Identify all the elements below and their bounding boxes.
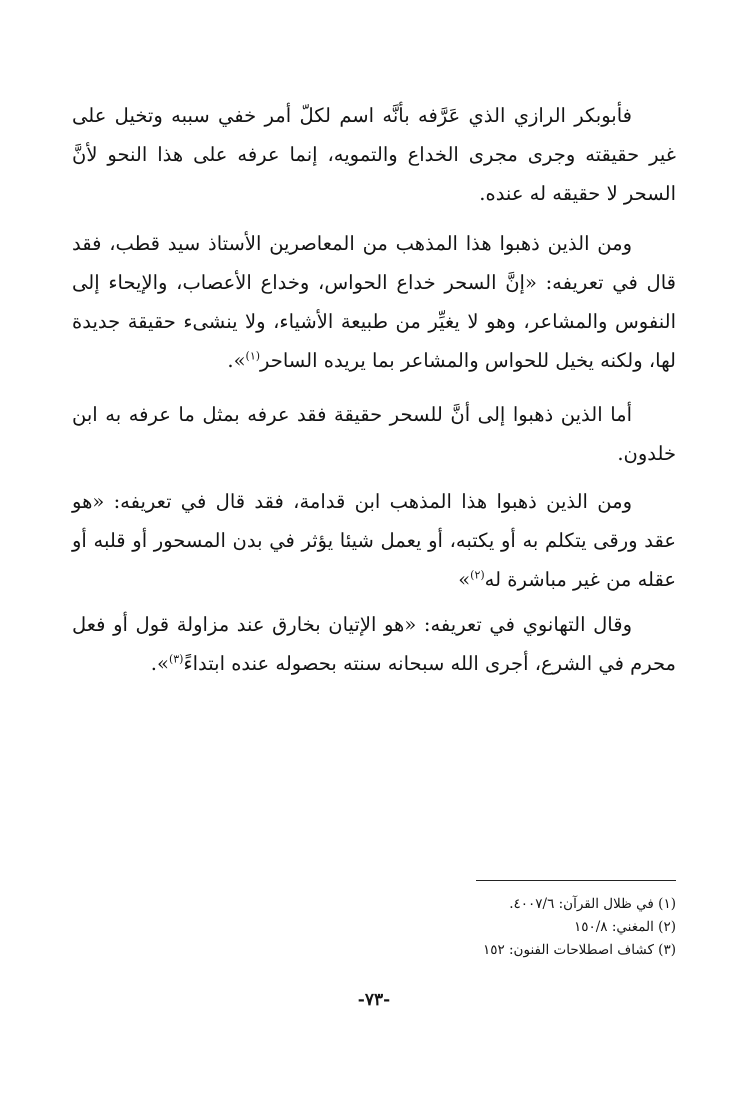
- paragraph-2-text: ومن الذين ذهبوا هذا المذهب من المعاصرين الأستاذ سيد قطب، فقد قال في تعريفه: «إنَّ السحر خداع الحواس، وخداع الأعصاب، والإيحاء إلى النفوس والمشاعر، وهو لا يغيِّر من طبيعة الأشياء، ولا ينشىء حقيقة جديدة لها، ولكنه يخيل للحواس والمشاعر بما يريده الساحر: [72, 232, 676, 372]
- footnote-3: (٣) كشاف اصطلاحات الفنون: ١٥٢: [482, 942, 676, 958]
- footnote-2: (٢) المغني: ١٥٠/٨: [573, 919, 676, 935]
- paragraph-3-text: أما الذين ذهبوا إلى أنَّ للسحر حقيقة فقد عرفه بمثل ما عرفه به ابن خلدون.: [72, 403, 676, 465]
- page-number: -٧٣-: [357, 990, 391, 1010]
- paragraph-1-text: فأبوبكر الرازي الذي عَرَّفه بأنَّه اسم لكلّ أمر خفي سببه وتخيل على غير حقيقته وجرى مجرى الخداع والتمويه، إنما عرفه على هذا النحو لأنَّ السحر لا حقيقه له عنده.: [72, 104, 676, 205]
- paragraph-5-tail: ».: [150, 652, 169, 675]
- paragraph-5: [72, 605, 676, 683]
- footnote-ref-3[interactable]: (٣): [168, 652, 184, 666]
- main-text-block: [72, 96, 676, 683]
- paragraph-1: [72, 96, 676, 213]
- paragraph-3: [72, 395, 676, 473]
- footnotes-list: [376, 893, 676, 962]
- paragraph-4: [72, 482, 676, 599]
- paragraph-5-text: وقال التهانوي في تعريفه: «هو الإتيان بخارق عند مزاولة قول أو فعل محرم في الشرع، أجرى الله سبحانه سنته بحصوله عنده ابتداءً: [72, 613, 676, 675]
- footnote-ref-1[interactable]: (١): [245, 349, 261, 363]
- footnote-separator: [476, 880, 676, 881]
- footnote-ref-2[interactable]: (٢): [470, 568, 485, 582]
- footnote-1: (١) في ظلال القرآن: ٤٠٠٧/٦.: [509, 896, 676, 912]
- paragraph-2-tail: ».: [227, 349, 246, 372]
- paragraph-4-text: ومن الذين ذهبوا هذا المذهب ابن قدامة، فقد قال في تعريفه: «هو عقد ورقى يتكلم به أو يكتبه، أو يعمل شيئا يؤثر في بدن المسحور أو قلبه أو عقله من غير مباشرة له: [72, 490, 676, 591]
- paragraph-4-tail: »: [458, 568, 471, 591]
- paragraph-2: [72, 224, 676, 380]
